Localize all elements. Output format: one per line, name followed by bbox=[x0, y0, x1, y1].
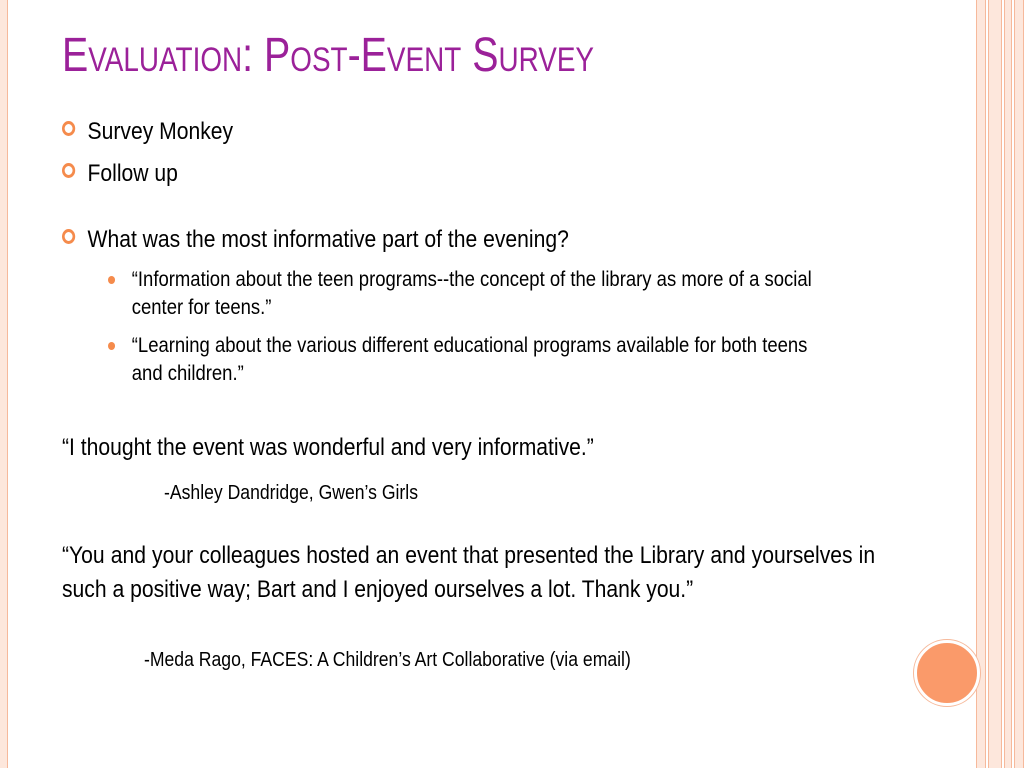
sub-bullet-item bbox=[108, 332, 838, 388]
quote-attribution: -Ashley Dandridge, Gwen’s Girls bbox=[164, 482, 419, 504]
bullet-item bbox=[62, 226, 569, 254]
bullet-text: Survey Monkey bbox=[87, 118, 234, 145]
dot-bullet-icon bbox=[108, 342, 115, 350]
stripe bbox=[976, 0, 986, 768]
slide-title: Evaluation: Post-Event Survey bbox=[62, 29, 595, 82]
stripe bbox=[1004, 0, 1012, 768]
bullet-text: Follow up bbox=[87, 160, 178, 187]
decorative-circle bbox=[914, 640, 980, 706]
bullet-item bbox=[62, 118, 233, 146]
right-stripes-decoration bbox=[976, 0, 1024, 768]
circle-bullet-icon bbox=[62, 163, 75, 178]
quote-attribution: -Meda Rago, FACES: A Children’s Art Collaborative (via email) bbox=[144, 649, 631, 671]
quote-text: “I thought the event was wonderful and very informative.” bbox=[62, 434, 594, 461]
sub-bullet-item bbox=[108, 266, 838, 322]
bullet-text: What was the most informative part of the evening? bbox=[87, 226, 569, 253]
sub-bullet-text: “Learning about the various different educational programs available for both teens and children.” bbox=[131, 334, 808, 385]
sub-bullet-text: “Information about the teen programs--the concept of the library as more of a social center for teens.” bbox=[131, 268, 812, 319]
left-border-decoration bbox=[0, 0, 8, 768]
stripe bbox=[988, 0, 1002, 768]
quote-text: “You and your colleagues hosted an event that presented the Library and yourselves in such a positive way; Bart and I enjoyed ourselves a lot. Thank you.” bbox=[62, 542, 876, 603]
stripe bbox=[1014, 0, 1024, 768]
circle-bullet-icon bbox=[62, 229, 75, 244]
bullet-item bbox=[62, 160, 178, 188]
circle-bullet-icon bbox=[62, 121, 75, 136]
dot-bullet-icon bbox=[108, 276, 115, 284]
